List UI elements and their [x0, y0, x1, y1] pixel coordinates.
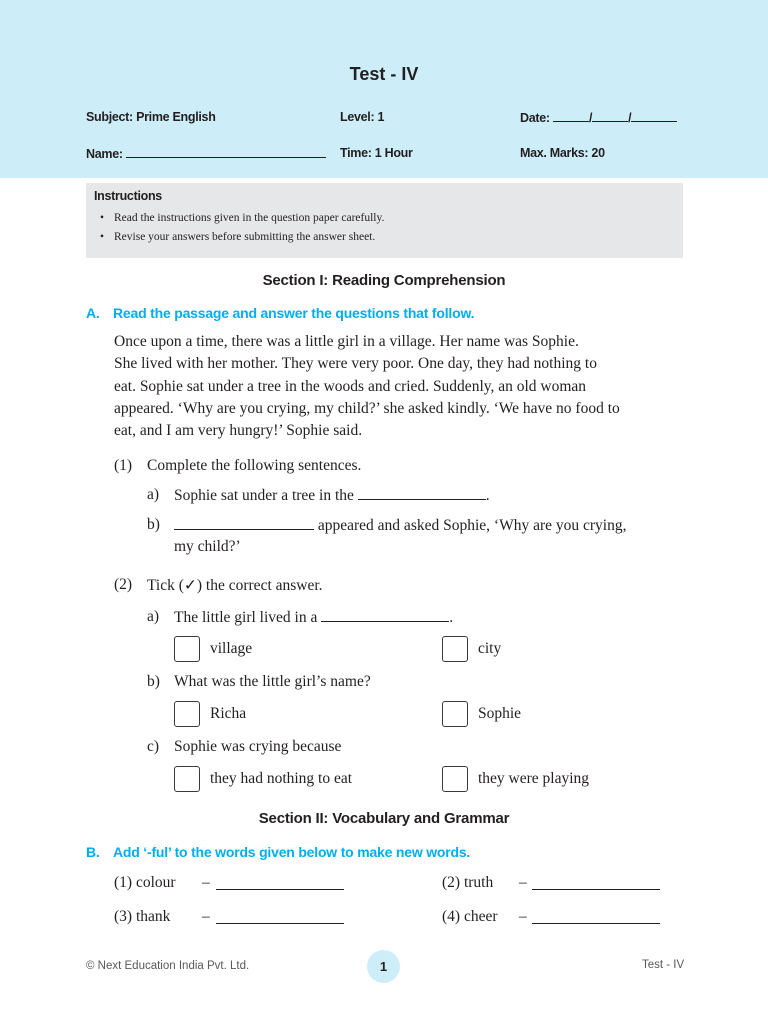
q2c-option-1-label: they had nothing to eat [210, 770, 353, 787]
instructions-title: Instructions [94, 189, 162, 203]
question-b-heading: Add ‘-ful’ to the words given below to make new words. [113, 844, 471, 860]
level-label: Level: 1 [340, 110, 385, 124]
q1b-answer-blank[interactable] [174, 516, 314, 530]
qb-item-word: (3) thank [114, 908, 171, 925]
date-month-blank [592, 110, 628, 122]
passage-line: Once upon a time, there was a little girl in a village. Her name was Sophie. [114, 333, 579, 350]
q1a-sentence [174, 486, 490, 505]
q2a-sentence [174, 608, 453, 627]
date-day-blank [553, 110, 589, 122]
instruction-item [94, 209, 675, 228]
qb-item-1 [114, 874, 176, 892]
qb-item-2 [442, 874, 493, 892]
qb-item-4-dash: – [519, 908, 527, 925]
q2b-option-1-checkbox[interactable] [174, 701, 200, 727]
instruction-text: Revise your answers before submitting the answer sheet. [114, 231, 376, 243]
q2a-answer-blank [321, 608, 449, 622]
qb-item-word: (1) colour [114, 874, 176, 891]
qb-item-2-blank[interactable] [532, 876, 660, 890]
section-1-title: Section I: Reading Comprehension [262, 272, 506, 289]
name-blank [126, 146, 326, 158]
q1-number: (1) [114, 457, 133, 474]
qb-item-1-dash: – [202, 874, 210, 891]
time-label: Time: 1 Hour [340, 146, 413, 160]
q2c-label: c) [147, 738, 160, 755]
qb-item-4-blank[interactable] [532, 910, 660, 924]
passage-line: She lived with her mother. They were very poor. One day, they had nothing to [114, 355, 597, 373]
q2c-option-1-checkbox[interactable] [174, 766, 200, 792]
question-a-label: A. [86, 305, 100, 321]
instruction-text: Read the instructions given in the question paper carefully. [114, 212, 385, 224]
passage [114, 331, 694, 442]
q2b-option-2-label: Sophie [478, 705, 522, 722]
bullet-icon: • [100, 231, 105, 243]
max-marks-label: Max. Marks: 20 [520, 146, 605, 160]
qb-item-word: (4) cheer [442, 908, 498, 925]
q2a-option-1-label: village [210, 640, 253, 657]
page-number: 1 [367, 950, 400, 983]
q1b-text: appeared and asked Sophie, ‘Why are you crying, [317, 517, 627, 534]
q2a-option-2-label: city [478, 640, 502, 657]
qb-item-1-blank[interactable] [216, 876, 344, 890]
q2-number: (2) [114, 576, 133, 593]
question-a-heading: Read the passage and answer the questions that follow. [113, 305, 475, 321]
name-label: Name: [86, 147, 123, 161]
q2a-end: . [449, 609, 454, 626]
q2c-text: Sophie was crying because [174, 738, 342, 755]
question-b-label: B. [86, 844, 100, 860]
q2b-option-1-label: Richa [210, 705, 247, 722]
qb-item-3 [114, 908, 170, 926]
footer-copyright: © Next Education India Pvt. Ltd. [86, 960, 250, 972]
instruction-item [94, 228, 675, 247]
q2b-option-2-checkbox[interactable] [442, 701, 468, 727]
q1-text: Complete the following sentences. [147, 457, 362, 474]
qb-item-3-dash: – [202, 908, 210, 925]
q1a-answer-blank[interactable] [358, 486, 486, 500]
passage-line: appeared. ‘Why are you crying, my child?’ she asked kindly. ‘We have no food to [114, 399, 620, 417]
qb-item-word: (2) truth [442, 874, 494, 891]
passage-line: eat, and I am very hungry!’ Sophie said. [114, 422, 363, 440]
q2a-label: a) [147, 608, 160, 625]
qb-item-3-blank[interactable] [216, 910, 344, 924]
date-field [520, 110, 677, 125]
q1a-text: Sophie sat under a tree in the [174, 487, 354, 504]
subject-label: Subject: Prime English [86, 110, 216, 124]
footer-test-name: Test - IV [642, 959, 685, 971]
q2c-option-2-checkbox[interactable] [442, 766, 468, 792]
q2b-text: What was the little girl’s name? [174, 673, 371, 690]
section-2-title: Section II: Vocabulary and Grammar [258, 810, 510, 827]
q2b-label: b) [147, 673, 160, 690]
qb-item-2-dash: – [519, 874, 527, 891]
instructions-box [86, 183, 683, 258]
name-field [86, 146, 326, 161]
q1b-text-cont: my child?’ [174, 538, 241, 555]
q2-text: Tick (✓) the correct answer. [147, 577, 323, 594]
date-year-blank [631, 110, 677, 122]
date-label: Date: [520, 111, 550, 125]
q1a-end: . [485, 487, 490, 504]
qb-item-4 [442, 908, 498, 926]
q2a-text: The little girl lived in a [174, 609, 318, 626]
q1a-label: a) [147, 486, 160, 503]
q1b-label: b) [147, 516, 160, 533]
q1b-sentence [174, 516, 626, 535]
q2a-option-2-checkbox[interactable] [442, 636, 468, 662]
page-title: Test - IV [349, 64, 419, 84]
q2a-option-1-checkbox[interactable] [174, 636, 200, 662]
date-sep-2: / [628, 111, 632, 125]
date-sep-1: / [588, 111, 593, 125]
q2c-option-2-label: they were playing [478, 770, 590, 787]
bullet-icon: • [100, 212, 105, 224]
passage-line: eat. Sophie sat under a tree in the woods and cried. Suddenly, an old woman [114, 377, 587, 395]
